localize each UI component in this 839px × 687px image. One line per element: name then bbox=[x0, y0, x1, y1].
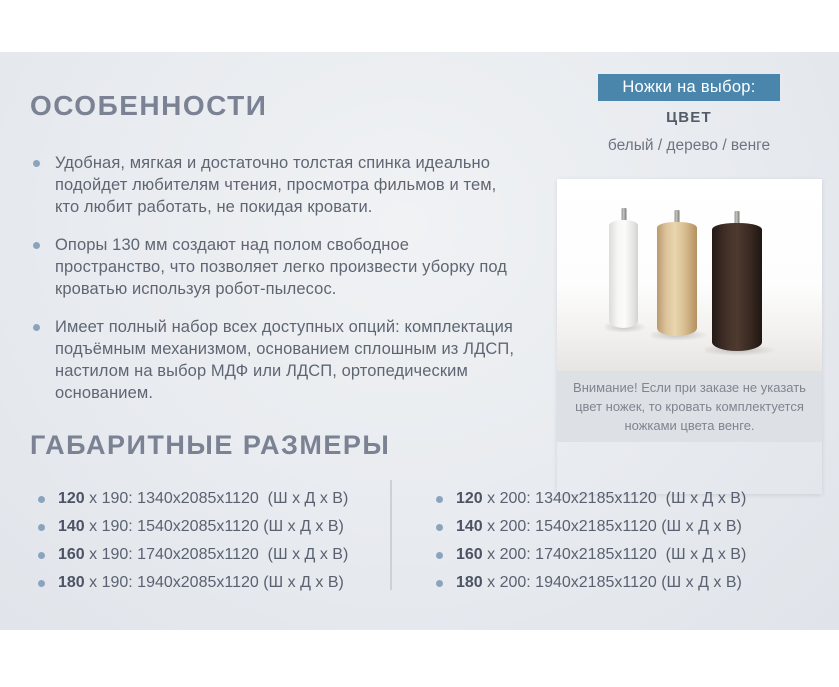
bullet-dot-icon bbox=[33, 160, 40, 167]
bullet-dot-icon bbox=[436, 496, 443, 503]
wood-leg-cylinder bbox=[657, 222, 697, 336]
size-row bbox=[38, 485, 348, 513]
size-width: 140 bbox=[58, 518, 85, 535]
feature-text: Удобная, мягкая и достаточно толстая спинка идеально подойдет любителям чтения, просмотра фильмов и тем, кто любит работать, не покидая кровати. bbox=[55, 154, 497, 216]
size-detail: x 200: 1540x2185x1120 (Ш х Д х В) bbox=[482, 518, 742, 535]
bullet-dot-icon bbox=[38, 552, 45, 559]
size-detail: x 190: 1340x2085x1120 (Ш х Д х В) bbox=[84, 490, 349, 507]
bullet-dot-icon bbox=[33, 242, 40, 249]
size-row bbox=[38, 541, 348, 569]
bullet-dot-icon bbox=[38, 580, 45, 587]
bullet-dot-icon bbox=[436, 552, 443, 559]
size-row bbox=[436, 513, 746, 541]
legs-photo bbox=[557, 179, 822, 371]
content-panel bbox=[0, 52, 839, 630]
size-width: 120 bbox=[456, 490, 483, 507]
color-label: ЦВЕТ bbox=[666, 109, 712, 126]
size-text bbox=[58, 518, 344, 536]
color-options: белый / дерево / венге bbox=[607, 137, 771, 154]
size-detail: x 190: 1740x2085x1120 (Ш х Д х В) bbox=[84, 546, 349, 563]
size-detail: x 200: 1340x2185x1120 (Ш х Д х В) bbox=[482, 490, 747, 507]
dimensions-list-200 bbox=[436, 485, 746, 597]
bullet-dot-icon bbox=[38, 524, 45, 531]
size-row bbox=[38, 513, 348, 541]
size-detail: x 190: 1940x2085x1120 (Ш х Д х В) bbox=[84, 574, 344, 591]
size-width: 140 bbox=[456, 518, 483, 535]
size-detail: x 190: 1540x2085x1120 (Ш х Д х В) bbox=[84, 518, 344, 535]
bullet-dot-icon bbox=[436, 524, 443, 531]
size-text bbox=[456, 546, 746, 564]
size-detail: x 200: 1740x2185x1120 (Ш х Д х В) bbox=[482, 546, 747, 563]
bullet-dot-icon bbox=[33, 324, 40, 331]
wenge-leg bbox=[712, 223, 762, 351]
feature-text: Опоры 130 мм создают над полом свободное пространство, что позволяет легко произвести уборку под кроватью используя робот-пылесос. bbox=[55, 236, 508, 298]
dimensions-title: ГАБАРИТНЫЕ РАЗМЕРЫ bbox=[30, 430, 391, 460]
wood-leg bbox=[657, 222, 697, 336]
legs-note-text: Внимание! Если при заказе не указать цвет ножек, то кровать комплектуется ножками цвета венге. bbox=[573, 380, 806, 433]
feature-item bbox=[33, 316, 533, 404]
feature-item bbox=[33, 234, 533, 300]
white-leg bbox=[609, 220, 638, 328]
size-width: 180 bbox=[58, 574, 85, 591]
feature-item bbox=[33, 152, 533, 218]
features-title: ОСОБЕННОСТИ bbox=[30, 90, 268, 121]
size-width: 180 bbox=[456, 574, 483, 591]
white-leg-cylinder bbox=[609, 220, 638, 328]
size-detail: x 200: 1940x2185x1120 (Ш х Д х В) bbox=[482, 574, 742, 591]
bullet-dot-icon bbox=[436, 580, 443, 587]
legs-card bbox=[557, 179, 822, 494]
feature-text: Имеет полный набор всех доступных опций: комплектация подъёмным механизмом, основанием сплошным из ЛДСП, настилом на выбор МДФ или ЛДСП, ортопедическим основанием. bbox=[55, 318, 515, 402]
size-width: 120 bbox=[58, 490, 85, 507]
bullet-dot-icon bbox=[38, 496, 45, 503]
legs-choice-badge: Ножки на выбор: bbox=[598, 74, 780, 101]
size-text bbox=[58, 574, 344, 592]
size-text bbox=[456, 518, 742, 536]
size-row bbox=[436, 569, 746, 597]
wenge-leg-cylinder bbox=[712, 223, 762, 351]
size-row bbox=[38, 569, 348, 597]
dimensions-list-190 bbox=[38, 485, 348, 597]
size-text bbox=[58, 546, 348, 564]
column-divider bbox=[390, 480, 392, 590]
size-row bbox=[436, 541, 746, 569]
size-width: 160 bbox=[58, 546, 85, 563]
size-text bbox=[456, 574, 742, 592]
legs-note-box bbox=[557, 371, 822, 442]
size-width: 160 bbox=[456, 546, 483, 563]
features-list bbox=[33, 152, 533, 420]
size-text bbox=[58, 490, 348, 508]
